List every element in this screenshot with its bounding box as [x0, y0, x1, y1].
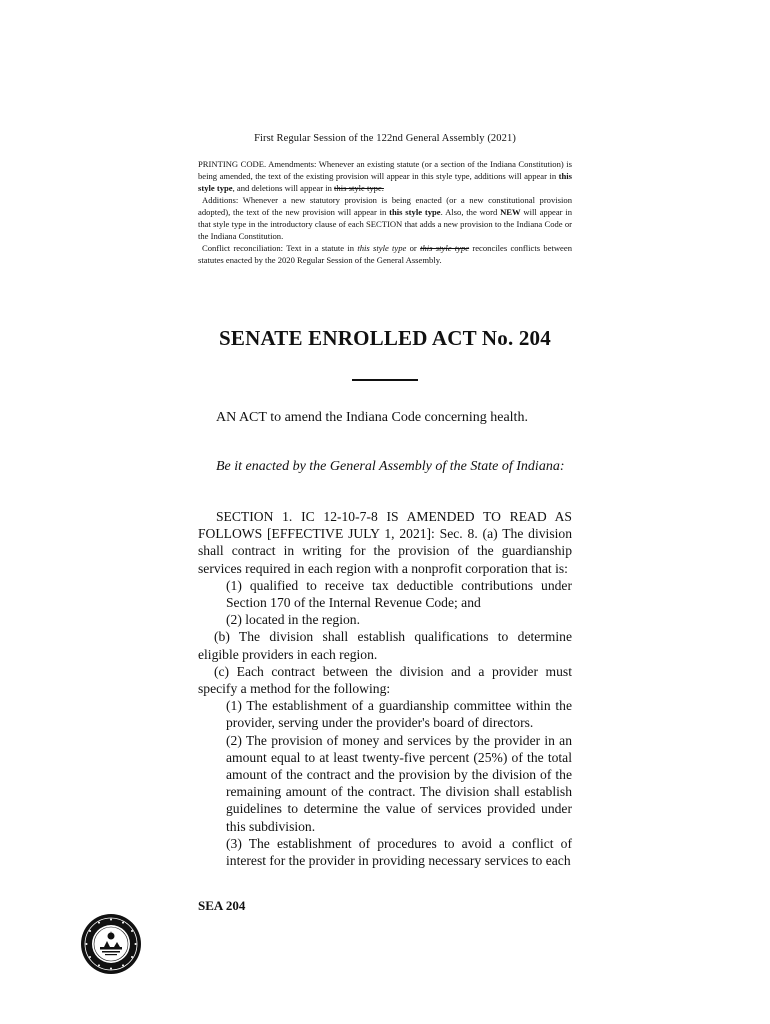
act-title: SENATE ENROLLED ACT No. 204: [219, 326, 551, 350]
text-run: PRINTING CODE. Amendments: Whenever an existing statute (or a section of the Indiana Constitution) is being amended, the text of the existing provision will appear in this style type, additions will appear in: [198, 159, 572, 181]
footer-label: SEA 204: [198, 898, 246, 913]
subsection-c3: (3) The establishment of procedures to avoid a conflict of interest for the provider in providing necessary services to each: [226, 835, 572, 869]
new-word-sample: NEW: [500, 207, 521, 217]
subsection-c2: (2) The provision of money and services by the provider in an amount equal to at least twenty-five percent (25%) of the total amount of the contract and the provision by the division of the remaining amount of the contract. The division shall establish guidelines to determine the value of services provided under this subdivision.: [226, 732, 572, 834]
text-run: or: [406, 243, 421, 253]
subsection-a1: (1) qualified to receive tax deductible contributions under Section 170 of the Internal Revenue Code; and: [226, 577, 572, 611]
text-run: will appear in that style type in the introductory clause of each SECTION that adds a new provision to the Indiana Code or the Indiana Constitution.: [198, 207, 572, 241]
printing-code-conflict: [198, 242, 572, 266]
text-run: Additions: Whenever a new statutory provision is being enacted (or a new constitutional provision adopted), the text of the new provision will appear in: [198, 195, 572, 217]
printing-code-notice: [198, 158, 572, 266]
enacting-clause: Be it enacted by the General Assembly of the State of Indiana:: [216, 459, 565, 474]
printing-code-additions: [198, 194, 572, 242]
act-purpose: AN ACT to amend the Indiana Code concerning health.: [216, 410, 528, 425]
text-run: reconciles conflicts between statutes enacted by the 2020 Regular Session of the General Assembly.: [198, 243, 572, 265]
text-run: . Also, the word: [440, 207, 501, 217]
bold-style-sample: this style type: [198, 171, 572, 193]
state-seal-icon: [80, 913, 142, 975]
section-1-text: [198, 508, 572, 869]
text-run: Conflict reconciliation: Text in a statute in: [202, 243, 358, 253]
section-intro: SECTION 1. IC 12-10-7-8 IS AMENDED TO READ AS FOLLOWS [EFFECTIVE JULY 1, 2021]: Sec. 8. (a) The division shall contract in writing for the provision of the guardianship services required in each region with a nonprofit corporation that is:: [198, 509, 572, 576]
strike-style-sample: this style type.: [334, 183, 384, 193]
printing-code-amendments: [198, 158, 572, 194]
bold-style-sample: this style type: [389, 207, 441, 217]
text-run: , and deletions will appear in: [232, 183, 335, 193]
italic-style-sample: this style type: [357, 243, 407, 253]
session-heading: First Regular Session of the 122nd General Assembly (2021): [254, 133, 516, 144]
subsection-a2: (2) located in the region.: [226, 612, 360, 628]
italic-strike-style-sample: this style type: [420, 243, 470, 253]
title-rule: [352, 379, 418, 381]
subsection-c: (c) Each contract between the division and a provider must specify a method for the following:: [198, 663, 572, 697]
subsection-b: (b) The division shall establish qualifications to determine eligible providers in each region.: [198, 629, 572, 662]
subsection-c1: (1) The establishment of a guardianship committee within the provider, serving under the provider's board of directors.: [226, 698, 572, 731]
